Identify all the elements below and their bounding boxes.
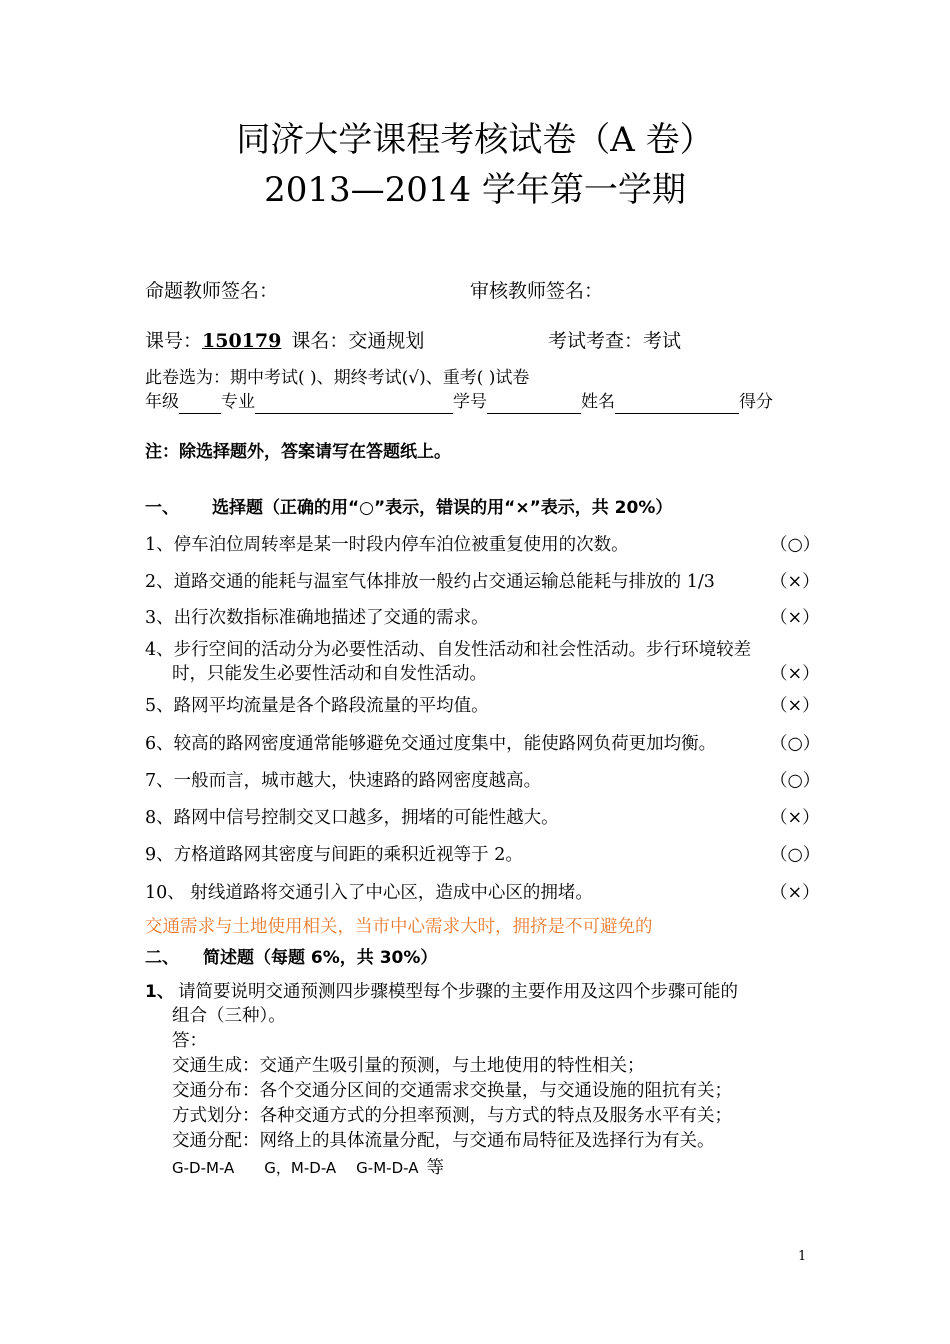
combo-3: G-M-D-A	[356, 1159, 419, 1177]
major-label: 专业	[221, 392, 255, 412]
answer-line-4: 交通分配：网络上的具体流量分配，与交通布局特征及选择行为有关。	[172, 1131, 715, 1151]
question-5: 5、路网平均流量是各个路段流量的平均值。	[145, 696, 489, 716]
answer-label: 答：	[172, 1031, 207, 1051]
question-7: 7、一般而言，城市越大，快速路的路网密度越高。	[145, 771, 542, 791]
course-number: 150179	[202, 330, 282, 352]
answer-line-1: 交通生成：交通产生吸引量的预测，与土地使用的特性相关；	[172, 1056, 645, 1076]
student-id-blank[interactable]	[487, 393, 581, 414]
combo-2: G，M-D-A	[264, 1159, 337, 1177]
grade-label: 年级	[145, 392, 179, 412]
major-blank[interactable]	[255, 393, 453, 414]
grade-blank[interactable]	[179, 393, 221, 414]
name-label: 姓名	[581, 392, 615, 412]
section1-title: 选择题（正确的用“○”表示，错误的用“×”表示，共 20%）	[212, 498, 673, 518]
reviewer-signature-label: 审核教师签名：	[470, 280, 604, 302]
question-8-mark: （×）	[770, 808, 820, 828]
exam-term: 2013—2014 学年第一学期	[264, 170, 686, 210]
combo-etc: 等	[426, 1158, 444, 1178]
page-number: 1	[798, 1249, 807, 1264]
teacher-comment: 交通需求与土地使用相关，当市中心需求大时，拥挤是不可避免的	[145, 917, 653, 937]
exam-type-label: 考试考查：	[548, 330, 644, 352]
section2-q1-line2: 组合（三种）。	[172, 1006, 286, 1026]
question-6-mark: （○）	[770, 734, 821, 754]
question-1: 1、停车泊位周转率是某一时段内停车泊位被重复使用的次数。	[145, 535, 629, 555]
paper-type-line: 此卷选为：期中考试( )、期终考试(√)、重考( )试卷	[145, 368, 530, 388]
question-2-mark: （×）	[770, 572, 820, 592]
exam-title: 同济大学课程考核试卷（A 卷）	[236, 120, 714, 160]
answer-line-3: 方式划分：各种交通方式的分担率预测，与方式的特点及服务水平有关；	[172, 1106, 732, 1126]
section1-number: 一、	[145, 498, 179, 518]
exam-type	[548, 328, 681, 354]
answer-note: 注：除选择题外，答案请写在答题纸上。	[145, 442, 451, 462]
question-5-mark: （×）	[770, 696, 820, 716]
question-2: 2、道路交通的能耗与温室气体排放一般约占交通运输总能耗与排放的 1/3	[145, 572, 715, 592]
course-name: 交通规划	[348, 330, 425, 352]
section2-q1-line1: 请简要说明交通预测四步骤模型每个步骤的主要作用及这四个步骤可能的	[178, 982, 738, 1002]
question-1-mark: （○）	[770, 535, 821, 555]
combo-1: G-D-M-A	[172, 1159, 235, 1177]
question-3: 3、出行次数指标准确地描述了交通的需求。	[145, 608, 489, 628]
exam-type-value: 考试	[643, 330, 682, 352]
question-8: 8、路网中信号控制交叉口越多，拥堵的可能性越大。	[145, 808, 559, 828]
question-10: 10、 射线道路将交通引入了中心区，造成中心区的拥堵。	[145, 883, 593, 903]
student-id-label: 学号	[453, 392, 487, 412]
answer-line-2: 交通分布：各个交通分区间的交通需求交换量，与交通设施的阻抗有关；	[172, 1081, 732, 1101]
course-name-label: 课名：	[291, 330, 349, 352]
section2-title: 简述题（每题 6%，共 30%）	[203, 948, 438, 968]
question-10-mark: （×）	[770, 883, 820, 903]
question-4-mark: （×）	[770, 664, 820, 684]
question-4-continued: 时，只能发生必要性活动和自发性活动。	[172, 664, 487, 684]
name-blank[interactable]	[615, 393, 739, 414]
proposer-signature-label: 命题教师签名：	[145, 280, 279, 302]
question-3-mark: （×）	[770, 608, 820, 628]
score-label: 得分	[739, 392, 773, 412]
section2-q1-number: 1、	[145, 982, 174, 1002]
question-4: 4、步行空间的活动分为必要性活动、自发性活动和社会性活动。步行环境较差	[145, 640, 752, 660]
question-6: 6、较高的路网密度通常能够避免交通过度集中，能使路网负荷更加均衡。	[145, 734, 717, 754]
question-7-mark: （○）	[770, 771, 821, 791]
course-info	[145, 328, 424, 354]
student-fields	[145, 390, 773, 414]
step-combinations	[172, 1156, 444, 1181]
question-9: 9、方格道路网其密度与间距的乘积近视等于 2。	[145, 845, 523, 865]
question-9-mark: （○）	[770, 845, 821, 865]
course-number-label: 课号：	[145, 330, 203, 352]
section2-number: 二、	[145, 948, 179, 968]
